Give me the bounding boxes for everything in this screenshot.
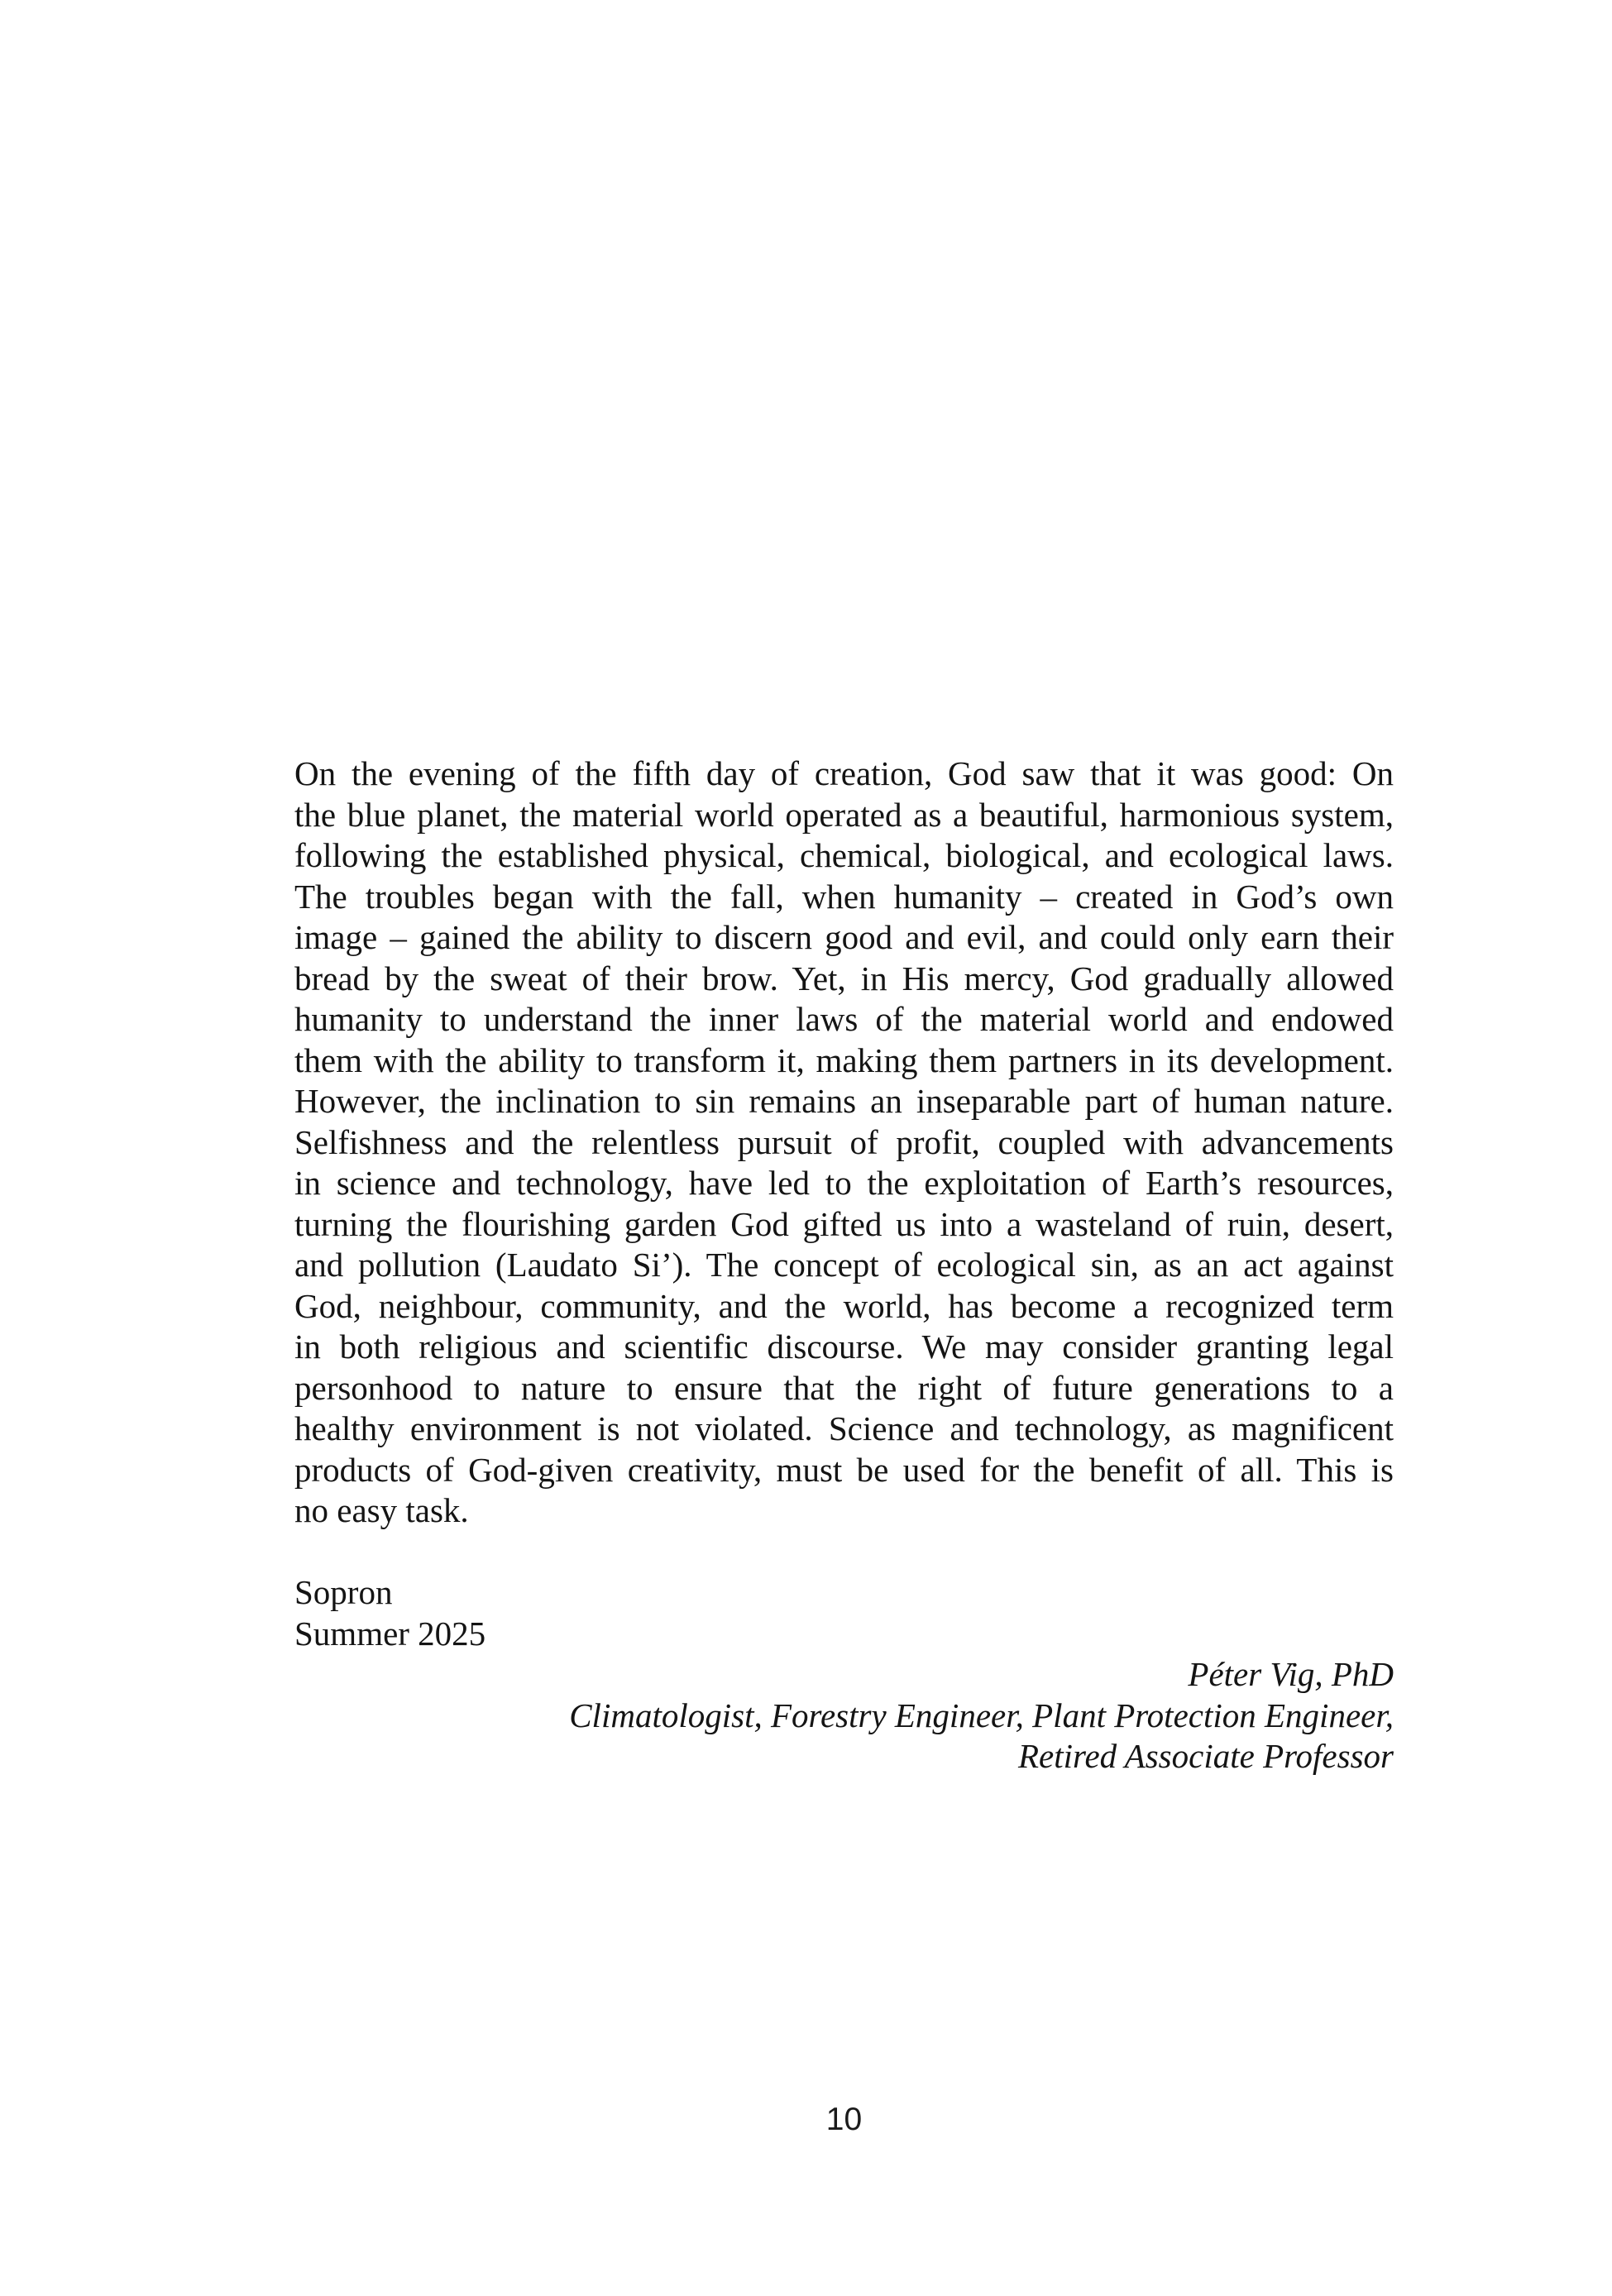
body-text-line: On the evening of the fifth day of creation, God saw that it was good: On <box>294 754 1394 792</box>
body-text-line: image – gained the ability to discern good and evil, and could only earn their <box>294 918 1394 956</box>
body-text-line: and pollution (Laudato Si’). The concept of ecological sin, as an act against <box>294 1246 1394 1284</box>
body-text-line: personhood to nature to ensure that the right of future generations to a <box>294 1368 1394 1407</box>
dateline-date: Summer 2025 <box>294 1614 486 1653</box>
body-text-line: However, the inclination to sin remains an inseparable part of human nature. <box>294 1082 1394 1120</box>
body-text-line: God, neighbour, community, and the world, has become a recognized term <box>294 1286 1394 1325</box>
signature-titles: Climatologist, Forestry Engineer, Plant Protection Engineer, <box>569 1696 1394 1734</box>
body-text-line: turning the flourishing garden God gifted us into a wasteland of ruin, desert, <box>294 1204 1394 1243</box>
signature-role: Retired Associate Professor <box>1018 1737 1394 1775</box>
body-text-line: bread by the sweat of their brow. Yet, in His mercy, God gradually allowed <box>294 959 1394 997</box>
body-text-line: them with the ability to transform it, making them partners in its development. <box>294 1040 1394 1079</box>
blank-line <box>294 1532 1394 1573</box>
body-text-line: following the established physical, chemical, biological, and ecological laws. <box>294 836 1394 874</box>
body-text-line: in both religious and scientific discourse. We may consider granting legal <box>294 1327 1394 1366</box>
body-text-line: Selfishness and the relentless pursuit of profit, coupled with advancements <box>294 1122 1394 1161</box>
page-number: 10 <box>825 2102 863 2137</box>
body-text-line: humanity to understand the inner laws of the material world and endowed <box>294 1000 1394 1038</box>
body-text-line: no easy task. <box>294 1491 469 1529</box>
signature-name: Péter Vig, PhD <box>1188 1655 1394 1693</box>
body-text-line: the blue planet, the material world operated as a beautiful, harmonious system, <box>294 795 1394 834</box>
body-text-line: in science and technology, have led to the exploitation of Earth’s resources, <box>294 1164 1394 1202</box>
dateline-location: Sopron <box>294 1573 393 1611</box>
body-text-line: healthy environment is not violated. Science and technology, as magnificent <box>294 1409 1394 1447</box>
body-text <box>294 753 1394 1777</box>
body-text-line: The troubles began with the fall, when humanity – created in God’s own <box>294 877 1394 916</box>
body-text-line: products of God-given creativity, must be used for the benefit of all. This is <box>294 1450 1394 1489</box>
